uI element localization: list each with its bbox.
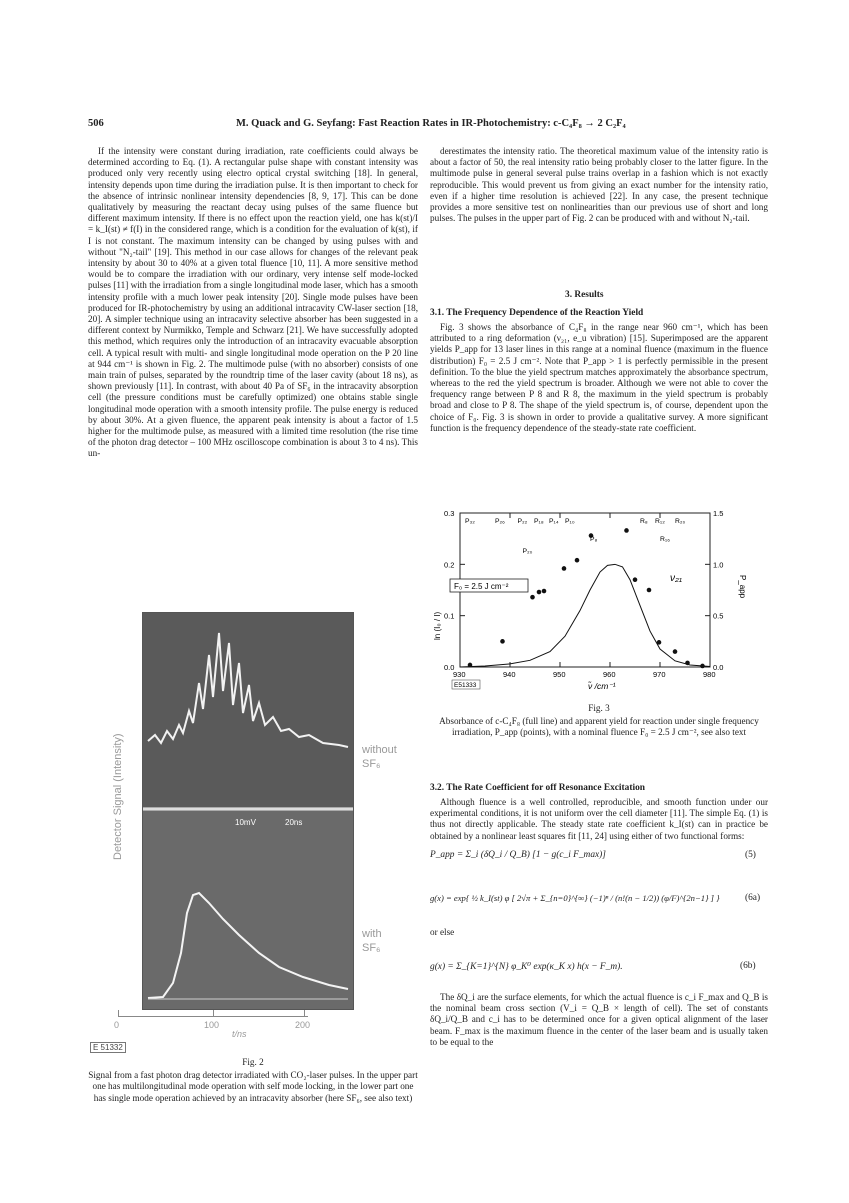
fig2-tick-100: 100 xyxy=(204,1020,220,1030)
fig3-x-tick-label: 970 xyxy=(653,670,666,679)
fig2-tag: E 51332 xyxy=(90,1042,126,1053)
fig3-y-tick-label: 0.2 xyxy=(444,560,455,570)
fig2-tick xyxy=(118,1010,119,1017)
section-3-2-text xyxy=(430,797,768,842)
fig3-yield-point xyxy=(624,528,629,533)
fig2-label-top-1: without xyxy=(362,744,397,756)
fig2-xlabel: t/ns xyxy=(232,1029,247,1039)
fig3-x-tick-label: 940 xyxy=(503,670,516,679)
fig2-oscilloscope-photo xyxy=(142,612,354,1010)
fig3-ylabel-right: P_app xyxy=(738,575,747,599)
paragraph: The δQ_i are the surface elements, for which the actual fluence is c_i F_max and Q_B is the nominal beam cross section (V_i = Q_B × length of cell). The set of constants δQ_i/Q_B and c_i has to be determined once for a given optical alignment of the laser beam. F_max is the maximum fluence in the center of the laser beam and is usually taken to be equal to the xyxy=(430,992,768,1047)
fig3-yield-point xyxy=(562,566,567,571)
fig3-yield-point xyxy=(575,558,580,563)
section-heading-3-1: 3.1. The Frequency Dependence of the Reaction Yield xyxy=(430,308,644,318)
fig3-laser-line-label: P₃₂ xyxy=(465,518,475,525)
fig3-y-right-tick-label: 1.5 xyxy=(713,509,724,518)
fig3-yield-point xyxy=(700,664,705,669)
fig2-tick-0: 0 xyxy=(114,1020,120,1030)
fig3-legend-text: F₀ = 2.5 J cm⁻² xyxy=(454,582,509,591)
fig3-x-tick-label: 980 xyxy=(703,670,716,679)
fig2-number: Fig. 2 xyxy=(242,1057,264,1067)
fig3-laser-line-label: R₈ xyxy=(640,518,648,525)
fig3-band-label: ν₂₁ xyxy=(670,573,682,584)
section-3-1-text xyxy=(430,322,768,434)
fig3-yield-point xyxy=(685,661,690,666)
paragraph: derestimates the intensity ratio. The theoretical maximum value of the intensity ratio is about a factor of 50, the real intensity ratio being probably closer to the latter figure. In the multimode pulse in general several pulse trains overlap in a fashion which is not exactly reproducible. This would prevent us from giving an exact number for the intensity ratio, even if a higher time resolution is achieved [22]. In any case, the present technique provides a more sensitive test on nonlinearities than our previous use of short and long pulses. The pulses in the upper part of Fig. 2 can be produced with and without N₂-tail. xyxy=(430,146,768,224)
fig2-label-top-2: SF₆ xyxy=(362,758,381,770)
fig3-x-tick-label: 950 xyxy=(553,670,566,679)
fig3-y-tick-label: 0.0 xyxy=(444,663,455,672)
fig3-y-tick-label: 0.3 xyxy=(444,509,455,518)
fig3-xlabel: ν̃ /cm⁻¹ xyxy=(588,681,616,691)
or-else-text: or else xyxy=(430,927,455,937)
section-heading-results: 3. Results xyxy=(565,290,604,300)
right-column-top xyxy=(430,146,768,224)
fig3-y-right-tick-label: 0.0 xyxy=(713,663,724,672)
fig3-laser-line-label: P₂₆ xyxy=(495,518,505,525)
fig3-y-tick-label: 0.1 xyxy=(444,611,455,621)
fig2-label-bot-1: with xyxy=(362,928,382,940)
fig3-yield-point xyxy=(647,588,652,593)
equation-6b: g(x) = Σ_{K=1}^{N} φ_K⁰ exp(κ_K x) h(x − F_m). xyxy=(430,962,623,972)
running-header xyxy=(88,118,768,134)
equation-6b-number: (6b) xyxy=(740,961,756,971)
fig3-yield-point xyxy=(633,577,638,582)
fig2-tick xyxy=(304,1010,305,1017)
fig3-yield-point xyxy=(500,639,505,644)
fig3-yield-point xyxy=(537,590,542,595)
closing-text xyxy=(430,992,768,1048)
fig3-laser-line-label: P₁₈ xyxy=(534,518,544,525)
fig3-x-tick-label: 960 xyxy=(603,670,616,679)
fig3-laser-line-label: R₁₂ xyxy=(655,518,665,525)
paragraph: If the intensity were constant during irradiation, rate coefficients could always be determined according to Eq. (1). A rectangular pulse shape with constant intensity was produced only very recently using electro optical crystal switching [18]. In general, intensity depends upon time during the irradiation pulse. It is then important to check for the absence of intrinsic nonlinear intensity dependencies [8, 9, 17]. This can be done qualitatively by measuring the reactant decay using pulses of the same fluence but different maximum intensity. If there is no effect upon the reaction yield, one has k(st)/I = k_I(st) ≠ f(I) in the considered range, which is a condition for the evaluation of k(st), if I is not constant. The maximum intensity can be changed by using pulses with and without "N₂-tail" [19]. This method in our case allows for changes of the relevant peak intensity by about 30 to 40% at a given total fluence [10, 11]. A more sensitive method would be to compare the irradiation with our ordinary, very intense self mode-locked pulses [11] with the irradiation from a single longitudinal mode laser, which has a smooth intensity profile with a much lower peak intensity [20]. Single mode pulses have been produced for IR-photochemistry by using an additional intracavity CW-laser section [18, 20]. A simpler technique using an intracavity selective absorber has been suggested in a different context by Nurmikko, Temple and Schwarz [21]. We have successfully adopted this method, which requires only the introduction of an intracavity evacuable absorption cell. A typical result with multi- and single longitudinal mode operation on the P 20 line at 944 cm⁻¹ is shown in Fig. 2. The multimode pulse (with no absorber) consists of one main train of pulses, separated by the roundtrip time of the laser cavity (about 18 ns), as shown previously [11]. In contrast, with about 40 Pa of SF₆ in the intracavity absorption cell (the pressure conditions must be carefully optimized) one obtains stable single longitudinal mode operation with a smooth intensity profile. The pulse energy is reduced by about 30%. At a given fluence, the apparent peak intensity is about a factor of 1.5 higher for the multimode pulse, as measured with a limited time resolution (the rise time of the photon drag detector – 100 MHz oscilloscope combination is about 3 to 4 ns). This un- xyxy=(88,146,418,459)
fig2-tick xyxy=(213,1010,214,1017)
equation-6a: g(x) = exp{ ½ k_I(st) φ [ 2√π + Σ_{n=0}^{∞} (−1)ⁿ / (n!(n − 1/2)) (φ/F)^{2n−1} ] } xyxy=(430,893,720,903)
paragraph: Although fluence is a well controlled, reproducible, and smooth function under our experimental conditions, it is not uniform over the cell diameter [11]. The simple Eq. (1) is thus not directly applicable. The steady state rate coefficient k_I(st) can in practice be obtained by a nonlinear least squares fit [11, 24] using either of two functional forms: xyxy=(430,797,768,841)
fig2-inset-scale-2: 20ns xyxy=(285,818,303,827)
fig2-label-bot-2: SF₆ xyxy=(362,942,381,954)
fig3-caption: Absorbance of c-C₄F₈ (full line) and apparent yield for reaction under single frequency irradiation, P_app (points), with a nominal fluence F₀ = 2.5 J cm⁻², see also text xyxy=(439,716,759,738)
fig3-laser-line-label: R₂₀ xyxy=(675,518,686,525)
fig3-yield-point xyxy=(673,649,678,654)
equation-5-number: (5) xyxy=(745,850,756,860)
fig3-tag: E51333 xyxy=(454,682,477,689)
equation-5: P_app = Σ_i (δQ_i / Q_B) [1 − g(c_i F_max)] xyxy=(430,850,606,860)
fig2-ylabel: Detector Signal (Intensity) xyxy=(112,733,124,860)
fig2-caption: Signal from a fast photon drag detector irradiated with CO₂-laser pulses. In the upper part one has multilongitudinal mode operation with self mode locking, in the lower part one has single mode operation achieved by an intracavity absorber (here SF₆, see also text) xyxy=(88,1070,418,1103)
fig2-inset-scale-1: 10mV xyxy=(235,818,256,827)
fig3-laser-line-label: P₂₀ xyxy=(522,548,533,555)
fig3-ylabel-left: ln (I₀ / I) xyxy=(433,611,442,640)
fig3-laser-line-label: P₂₂ xyxy=(517,518,528,525)
fig3-x-tick-label: 930 xyxy=(453,670,466,679)
fig3-laser-line-label: P₁₀ xyxy=(565,518,575,525)
left-column xyxy=(88,146,418,460)
fig3-y-right-tick-label: 0.5 xyxy=(713,611,724,621)
fig3-laser-line-label: R₁₆ xyxy=(660,536,670,543)
section-heading-3-2: 3.2. The Rate Coefficient for off Resonance Excitation xyxy=(430,783,645,793)
fig3-yield-point xyxy=(657,640,662,645)
fig3-yield-point xyxy=(468,663,473,668)
fig3-chart xyxy=(430,505,768,697)
fig3-yield-point xyxy=(530,595,535,600)
equation-6a-number: (6a) xyxy=(745,893,761,903)
fig3-laser-line-label: P₈ xyxy=(590,536,598,543)
fig2-tick-200: 200 xyxy=(295,1020,311,1030)
fig3-y-right-tick-label: 1.0 xyxy=(713,560,724,570)
fig3-laser-line-label: P₁₄ xyxy=(549,518,559,525)
page-number: 506 xyxy=(88,118,104,129)
running-title: M. Quack and G. Seyfang: Fast Reaction Rates in IR-Photochemistry: c-C₄F₈ → 2 C₂F₄ xyxy=(236,118,626,129)
fig3-number: Fig. 3 xyxy=(588,703,610,713)
fig3-yield-point xyxy=(542,589,547,594)
paragraph: Fig. 3 shows the absorbance of C₄F₈ in the range near 960 cm⁻¹, which has been attributed to a ring deformation (ν₂₁, e_u vibration) [15]. Superimposed are the apparent yields P_app for 13 laser lines in this range at a nominal fluence (maximum in the fluence distribution) F₀ = 2.5 J cm⁻². Note that P_app > 1 is perfectly permissible in the present definition. To the blue the yield spectrum matches approximately the absorbance spectrum, whereas to the red the yield spectrum is broader. Although we were not able to cover the frequency range between P 8 and R 8, the maximum in the yield spectrum is probably broad and close to P 8. The shape of the yield spectrum is, of course, dependent upon the choice of F₀. Fig. 3 is shown in order to provide a qualitative survey. A more significant function is the frequency dependence of the steady-state rate coefficient. xyxy=(430,322,768,433)
